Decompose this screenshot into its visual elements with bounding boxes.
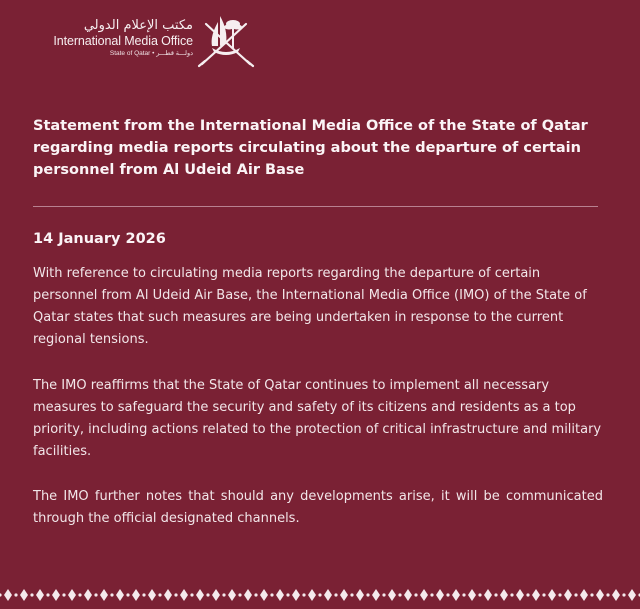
paragraph-1: With reference to circulating media reports regarding the departure of certain personnel from Al Udeid Air Base, the International Media Office (IMO) of the State of Qatar states that such measures are being undertaken in response to the current regional tensions. (33, 266, 587, 347)
logo-text (28, 18, 193, 59)
paragraph-2: The IMO reaffirms that the State of Qatar continues to implement all necessary measures to safeguard the security and safety of its citizens and residents as a top priority, including actions related to the protection of critical infrastructure and military facilities. (33, 378, 602, 459)
divider (33, 206, 598, 207)
arabic-office-name: مكتب الإعلام الدولي (83, 18, 193, 33)
paragraph-3: The IMO further notes that should any developments arise, it will be communicated through the official designated channels. (33, 489, 603, 526)
office-name: International Media Office (53, 34, 193, 48)
qatar-emblem-icon (196, 8, 256, 74)
diamond-border-pattern (0, 581, 640, 609)
state-line: State of Qatar • دولـــة قطـــر (109, 50, 193, 57)
statement-date: 14 January 2026 (33, 231, 166, 247)
header (28, 8, 268, 78)
statement-title: Statement from the International Media Office of the State of Qatar regarding media reports circulating about the departure of certain personnel from Al Udeid Air Base (33, 118, 588, 178)
